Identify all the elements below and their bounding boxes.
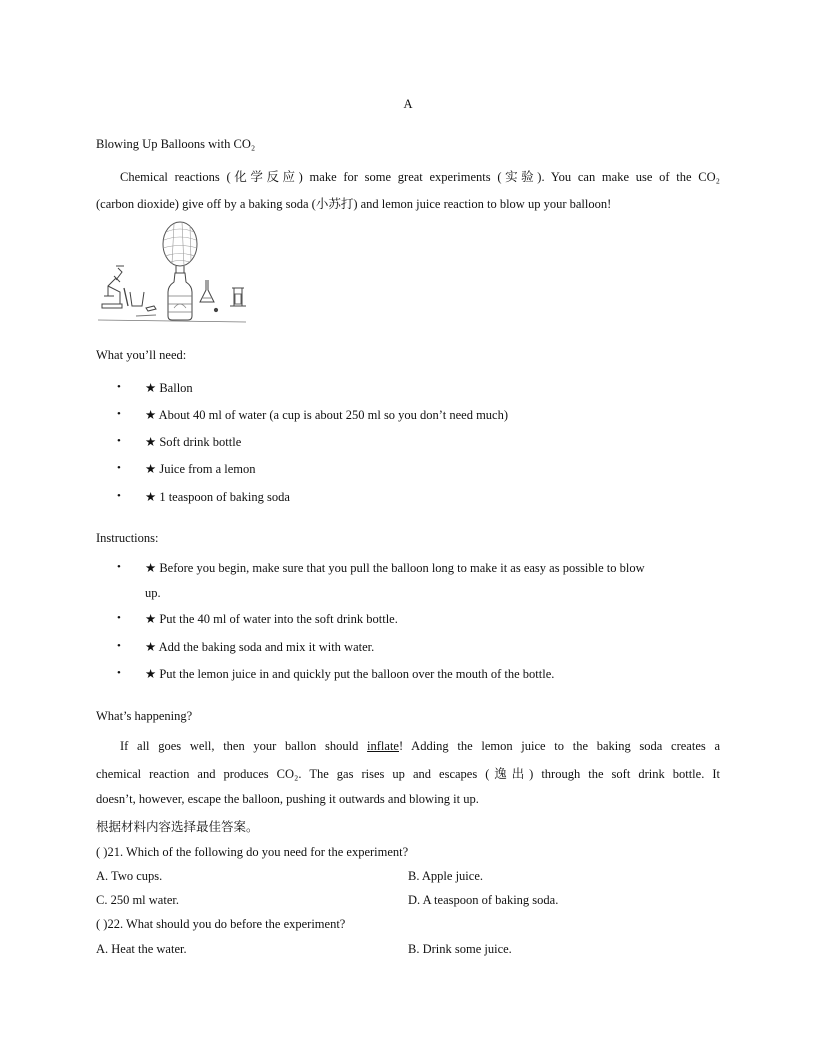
bullet: • — [117, 612, 121, 624]
happening-heading: What’s happening? — [96, 709, 193, 723]
question-22-option-a[interactable]: A. Heat the water. — [96, 942, 187, 956]
need-item-lemon: ★ Juice from a lemon — [145, 462, 256, 476]
bullet: • — [117, 435, 121, 447]
instruction-1-line-1: ★ Before you begin, make sure that you pull the balloon long to make it as easy as possible to blow — [145, 561, 645, 575]
bullet: • — [117, 640, 121, 652]
question-21-option-b[interactable]: B. Apple juice. — [408, 869, 483, 883]
question-22-stem: ( )22. What should you do before the experiment? — [96, 917, 346, 931]
instruction-4: ★ Put the lemon juice in and quickly put the balloon over the mouth of the bottle. — [145, 667, 555, 681]
intro-line-2: (carbon dioxide) give off by a baking soda (小苏打) and lemon juice reaction to blow up your balloon! — [96, 197, 612, 211]
bullet: • — [117, 490, 121, 502]
bullet: • — [117, 667, 121, 679]
bullet: • — [117, 561, 121, 573]
need-item-water: ★ About 40 ml of water (a cup is about 250 ml so you don’t need much) — [145, 408, 509, 422]
instructions-heading: Instructions: — [96, 531, 159, 545]
bullet: • — [117, 462, 121, 474]
need-item-bottle: ★ Soft drink bottle — [145, 435, 242, 449]
bullet: • — [117, 408, 121, 420]
section-letter: A — [403, 97, 413, 111]
happening-line-2: chemical reaction and produces CO₂. The gas rises up and escapes (逸出) through the soft drink bottle. It — [96, 767, 720, 781]
question-21-option-c[interactable]: C. 250 ml water. — [96, 893, 179, 907]
instruction-1-line-2: up. — [145, 586, 161, 600]
instruction-2: ★ Put the 40 ml of water into the soft drink bottle. — [145, 612, 398, 626]
bullet: • — [117, 381, 121, 393]
happening-line-1: If all goes well, then your ballon should inflate! Adding the lemon juice to the baking soda creates a — [120, 739, 720, 753]
question-21-option-d[interactable]: D. A teaspoon of baking soda. — [408, 893, 559, 907]
task-prompt: 根据材料内容选择最佳答案。 — [96, 820, 259, 834]
intro-line-1: Chemical reactions (化学反应) make for some great experiments (实验). You can make use of the CO₂ — [120, 170, 720, 184]
underlined-word-inflate: inflate — [367, 739, 399, 753]
lab-illustration — [96, 216, 248, 324]
question-22-option-b[interactable]: B. Drink some juice. — [408, 942, 512, 956]
need-heading: What you’ll need: — [96, 348, 187, 362]
need-item-baking-soda: ★ 1 teaspoon of baking soda — [145, 490, 290, 504]
instruction-3: ★ Add the baking soda and mix it with water. — [145, 640, 375, 654]
passage-title: Blowing Up Balloons with CO₂ — [96, 137, 256, 151]
question-21-stem: ( )21. Which of the following do you need for the experiment? — [96, 845, 409, 859]
question-21-option-a[interactable]: A. Two cups. — [96, 869, 163, 883]
happening-line-3: doesn’t, however, escape the balloon, pushing it outwards and blowing it up. — [96, 792, 479, 806]
need-item-ballon: ★ Ballon — [145, 381, 193, 395]
